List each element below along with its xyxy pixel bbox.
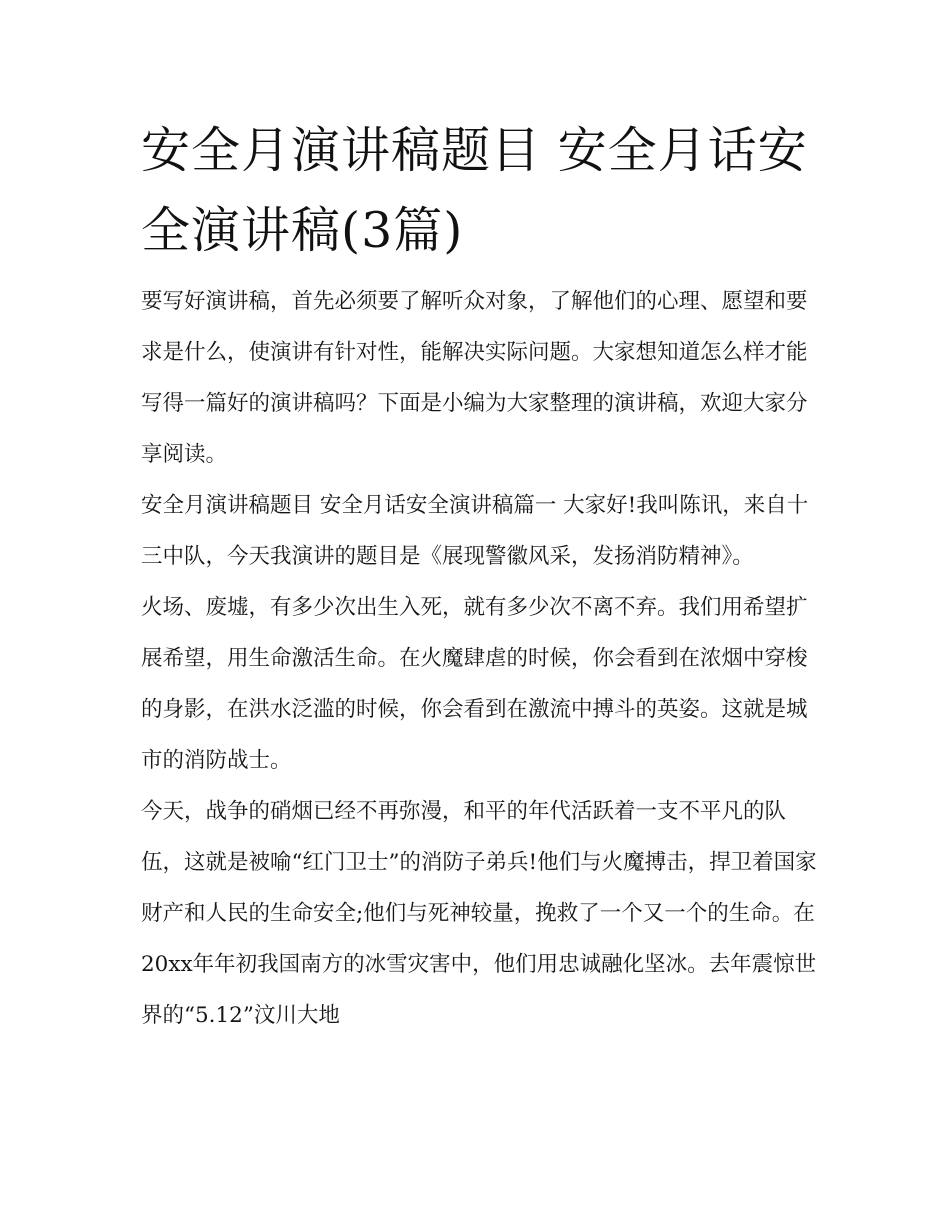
document-title: 安全月演讲稿题目 安全月话安全演讲稿(3篇): [141, 122, 808, 259]
document-body: [141, 276, 817, 1041]
speech-opening-paragraph: 安全月演讲稿题目 安全月话安全演讲稿篇一 大家好!我叫陈讯，来自十三中队，今天我演讲的题目是《展现警徽风采，发扬消防精神》。: [141, 493, 809, 569]
firefighter-scene-paragraph: 火场、废墟，有多少次出生入死，就有多少次不离不弃。我们用希望扩展希望，用生命激活生命。在火魔肆虐的时候，你会看到在浓烟中穿梭的身影，在洪水泛滥的时候，你会看到在激流中搏斗的英姿。这就是城市的消防战士。: [141, 595, 808, 773]
peacetime-team-paragraph: 今天，战争的硝烟已经不再弥漫，和平的年代活跃着一支不平凡的队伍，这就是被喻“红门卫士”的消防子弟兵!他们与火魔搏击，捍卫着国家财产和人民的生命安全;他们与死神较量，挽救了一个又一个的生命。在20xx年年初我国南方的冰雪灾害中，他们用忠诚融化坚冰。去年震惊世界的“5.12”汶川大地: [141, 799, 817, 1028]
intro-paragraph: 要写好演讲稿，首先必须要了解听众对象，了解他们的心理、愿望和要求是什么，使演讲有针对性，能解决实际问题。大家想知道怎么样才能写得一篇好的演讲稿吗？下面是小编为大家整理的演讲稿，欢迎大家分享阅读。: [141, 289, 808, 467]
